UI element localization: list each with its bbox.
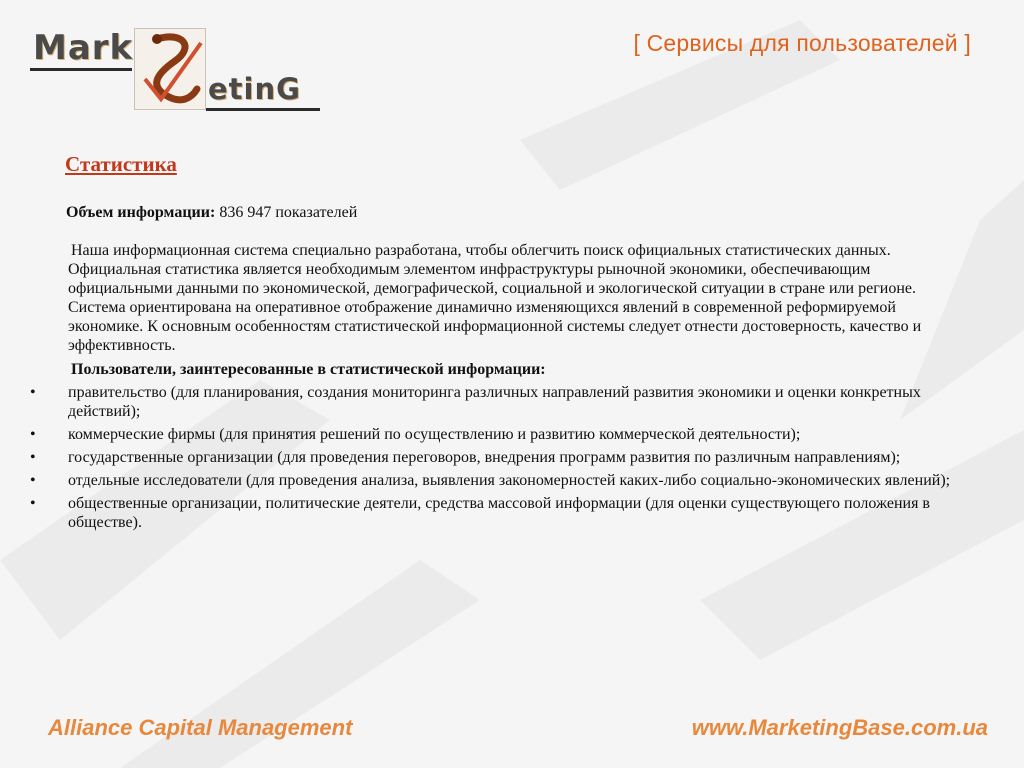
logo-emblem — [134, 28, 206, 110]
users-list — [30, 383, 973, 532]
section-title: Статистика — [65, 152, 177, 176]
logo-dollar-icon — [135, 29, 207, 111]
list-item — [30, 448, 973, 467]
main-content — [30, 241, 973, 536]
logo-underline-right — [206, 108, 320, 111]
list-item — [30, 494, 973, 532]
services-header: [ Сервисы для пользователей ] — [633, 30, 971, 56]
list-item — [30, 471, 973, 490]
list-item — [30, 425, 973, 444]
list-item-text: коммерческие фирмы (для принятия решений по осуществлению и развитию коммерческой деятельности); — [68, 426, 801, 443]
footer-company: Alliance Capital Management — [48, 715, 353, 740]
list-item-text: отдельные исследователи (для проведения анализа, выявления закономерностей каких-либо социально-экономических явлений); — [68, 472, 951, 489]
description-paragraph: Наша информационная система специально разработана, чтобы облегчить поиск официальных статистических данных. Официальная статистика является необходимым элементом инфраструктуры рыночной экономики, обеспечивающим официальными данными по экономической, демографической, социальной и экологической ситуации в стране или регионе. Система ориентирована на оперативное отображение динамично изменяющихся явлений в современной реформируемой экономике. К основным особенностям статистической информационной системы следует отнести достоверность, качество и эффективность. — [68, 242, 922, 354]
bullet-icon: • — [30, 472, 36, 489]
info-volume — [66, 204, 357, 222]
info-volume-label: Объем информации: — [66, 204, 216, 221]
list-item-text: государственные организации (для проведения переговоров, внедрения программ развития по различным направлениям); — [68, 449, 901, 466]
footer-website-link[interactable]: www.MarketingBase.com.ua — [691, 715, 988, 740]
users-heading: Пользователи, заинтересованные в статистической информации: — [71, 361, 546, 378]
list-item-text: общественные организации, политические деятели, средства массовой информации (для оценки существующего положения в обществе). — [68, 495, 930, 531]
logo-underline-left — [30, 68, 132, 71]
bullet-icon: • — [30, 495, 36, 512]
list-item-text: правительство (для планирования, создания мониторинга различных направлений развития экономики и оценки конкретных действий); — [68, 384, 921, 420]
logo-text-mark: Mark — [33, 28, 134, 68]
bullet-icon: • — [30, 426, 36, 443]
list-item — [30, 383, 973, 421]
bullet-icon: • — [30, 384, 36, 401]
info-volume-value: 836 947 показателей — [219, 204, 358, 221]
bullet-icon: • — [30, 449, 36, 466]
company-logo — [30, 24, 330, 114]
logo-text-eting: etinG — [208, 72, 301, 106]
